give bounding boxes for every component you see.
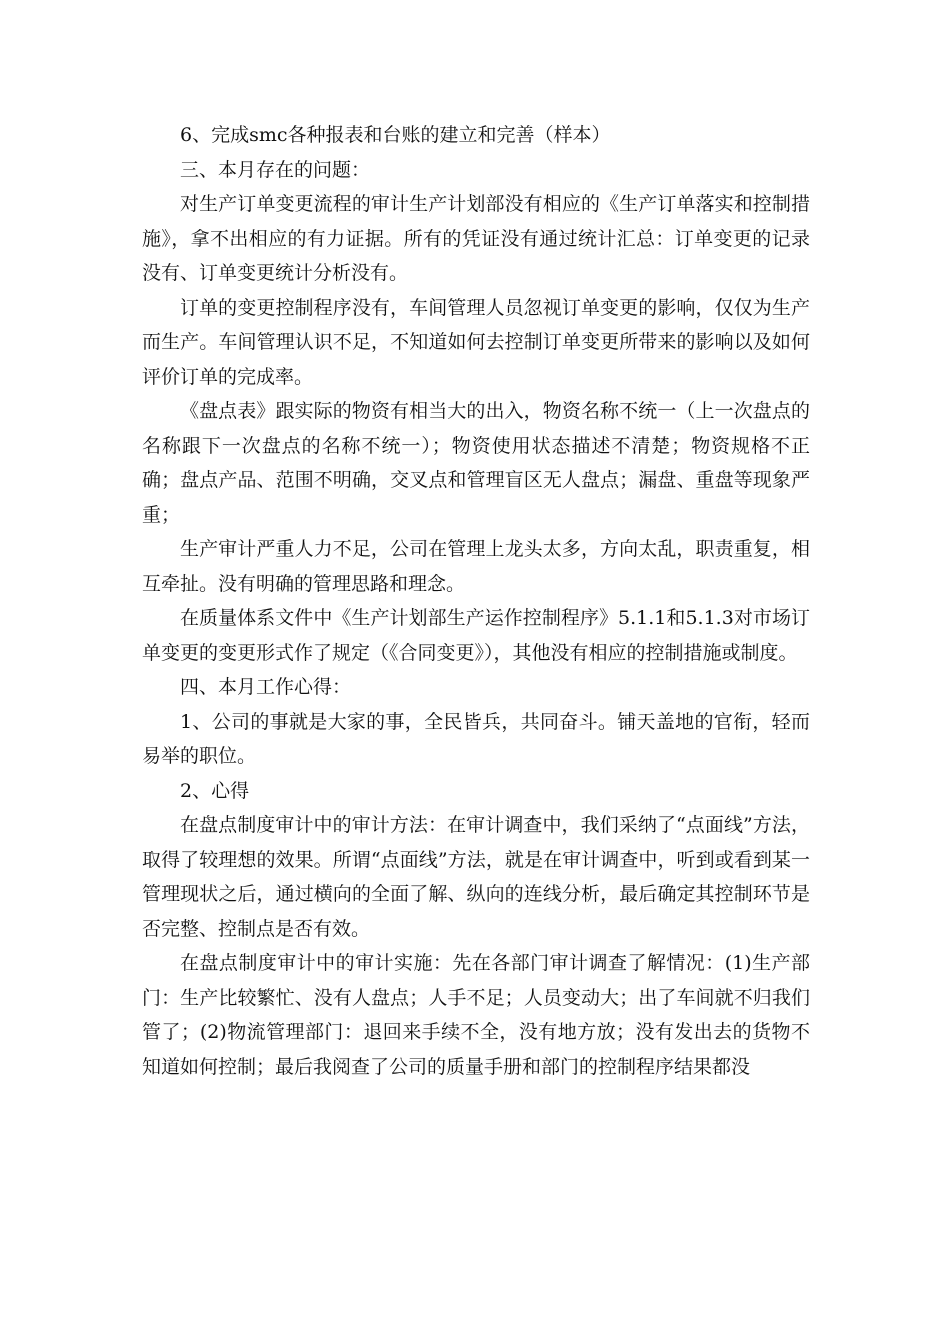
paragraph-audit-staffing: 生产审计严重人力不足，公司在管理上龙头太多，方向太乱，职责重复，相互牵扯。没有明确的管理思路和理念。 (142, 538, 810, 595)
section-heading-problems: 三、本月存在的问题： (180, 158, 371, 181)
paragraph-quality-system: 在质量体系文件中《生产计划部生产运作控制程序》5.1.1和5.1.3对市场订单变更的变更形式作了规定（《合同变更》），其他没有相应的控制措施或制度。 (142, 607, 810, 664)
document-body (142, 118, 810, 1084)
paragraph-order-change-control: 订单的变更控制程序没有，车间管理人员忽视订单变更的影响，仅仅为生产而生产。车间管理认识不足，不知道如何去控制订单变更所带来的影响以及如何评价订单的完成率。 (142, 296, 810, 388)
paragraph-item-smc-reports: 6、完成smc各种报表和台账的建立和完善（样本） (180, 124, 611, 146)
paragraph-order-change-audit: 对生产订单变更流程的审计生产计划部没有相应的《生产订单落实和控制措施》，拿不出相应的有力证据。所有的凭证没有通过统计汇总：订单变更的记录没有、订单变更统计分析没有。 (142, 193, 810, 284)
paragraph-insight-1: 1、公司的事就是大家的事，全民皆兵，共同奋斗。铺天盖地的官衔，轻而易举的职位。 (142, 710, 810, 767)
paragraph-audit-implementation: 在盘点制度审计中的审计实施：先在各部门审计调查了解情况：(1)生产部门：生产比较繁忙、没有人盘点；人手不足；人员变动大；出了车间就不归我们管了；(2)物流管理部门：退回来手续不全，没有地方放；没有发出去的货物不知道如何控制；最后我阅查了公司的质量手册和部门的控制程序结果都没 (142, 952, 810, 1078)
paragraph-inventory-sheet: 《盘点表》跟实际的物资有相当大的出入，物资名称不统一（上一次盘点的名称跟下一次盘点的名称不统一）；物资使用状态描述不清楚；物资规格不正确；盘点产品、范围不明确，交叉点和管理盲区无人盘点；漏盘、重盘等现象严重； (142, 400, 810, 526)
section-heading-insights: 四、本月工作心得： (180, 676, 352, 698)
paragraph-audit-method: 在盘点制度审计中的审计方法：在审计调查中，我们采纳了“点面线”方法，取得了较理想的效果。所谓“点面线”方法，就是在审计调查中，听到或看到某一管理现状之后，通过横向的全面了解、纵向的连线分析，最后确定其控制环节是否完整、控制点是否有效。 (142, 814, 810, 940)
paragraph-insight-2-heading: 2、心得 (180, 779, 250, 802)
